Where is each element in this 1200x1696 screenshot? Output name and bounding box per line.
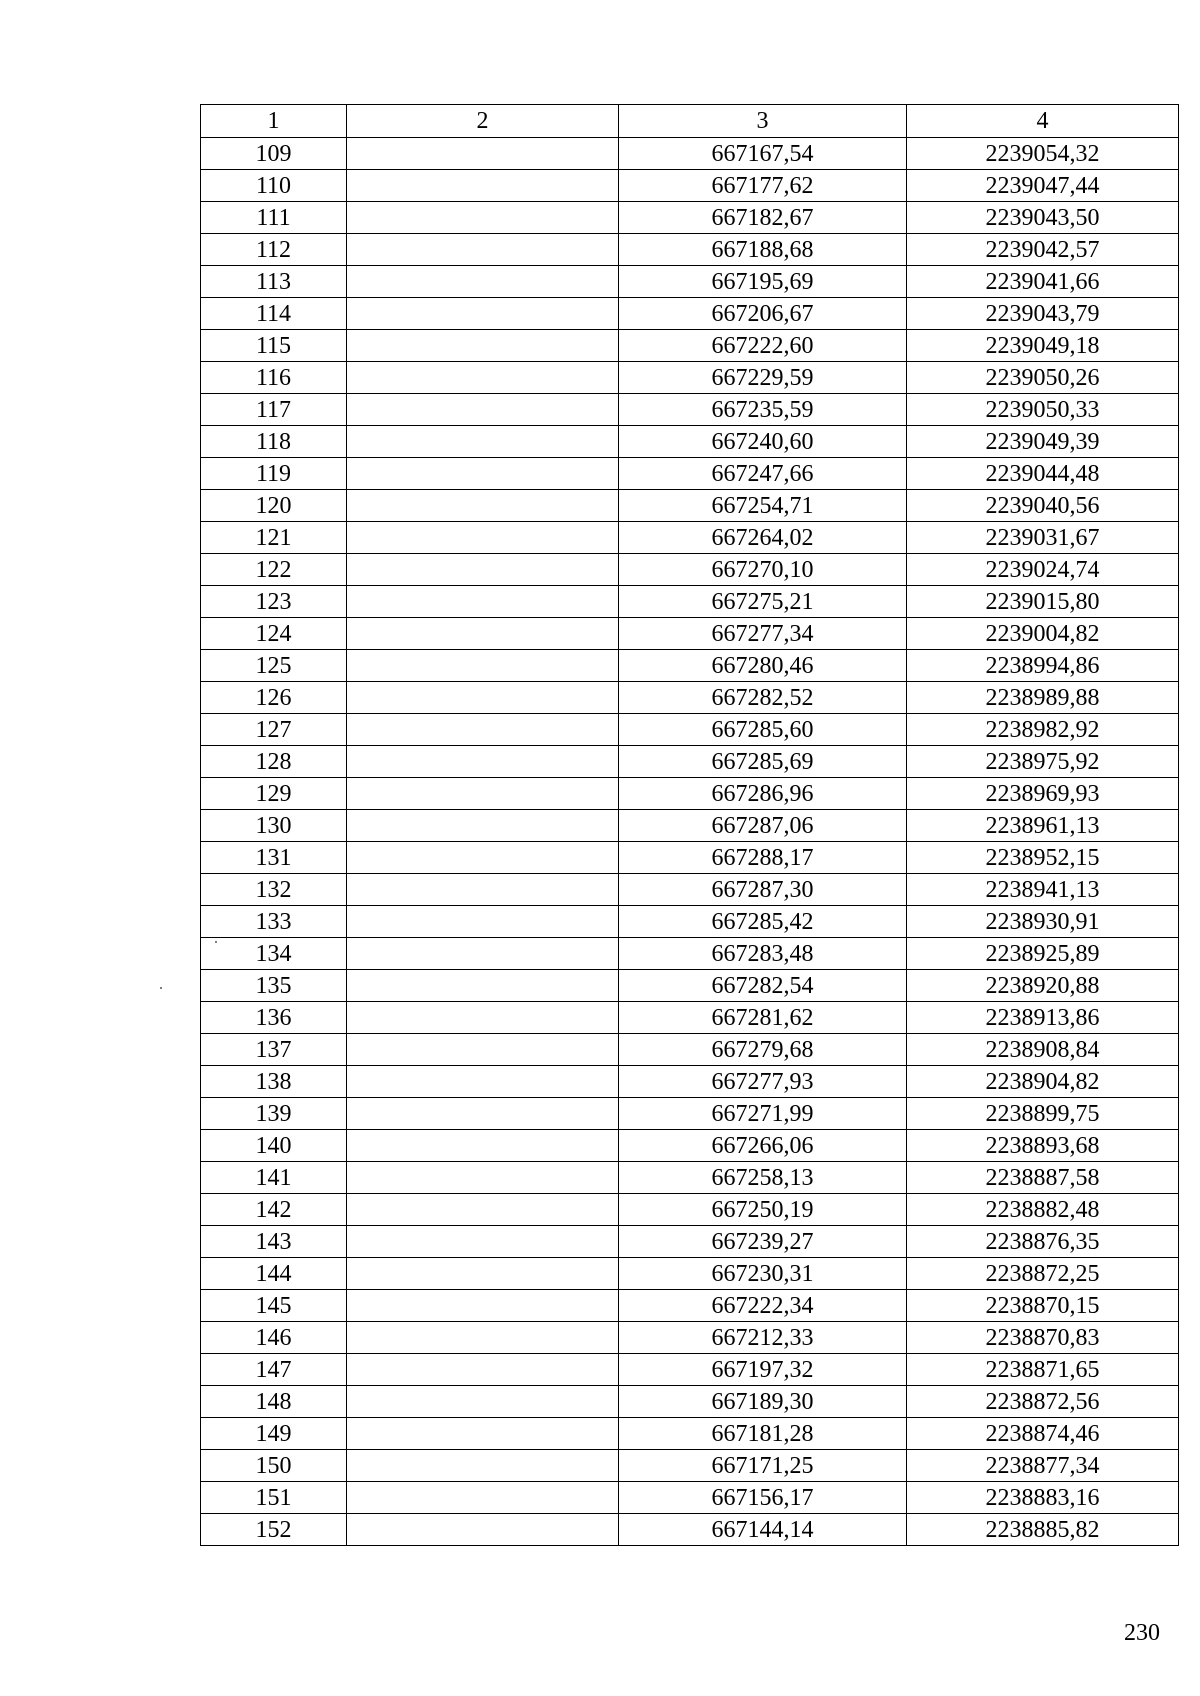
x-coordinate-cell: 667277,93 <box>619 1066 907 1098</box>
point-number-cell: 127 <box>201 714 347 746</box>
description-cell <box>347 1194 619 1226</box>
point-number-cell: 117 <box>201 394 347 426</box>
y-coordinate-cell: 2239024,74 <box>907 554 1179 586</box>
description-cell <box>347 426 619 458</box>
description-cell <box>347 1002 619 1034</box>
y-coordinate-cell: 2239043,50 <box>907 202 1179 234</box>
x-coordinate-cell: 667285,60 <box>619 714 907 746</box>
description-cell <box>347 1418 619 1450</box>
table-row <box>201 714 1179 746</box>
x-coordinate-cell: 667247,66 <box>619 458 907 490</box>
point-number-cell: 148 <box>201 1386 347 1418</box>
point-number-cell: 116 <box>201 362 347 394</box>
x-coordinate-cell: 667144,14 <box>619 1514 907 1546</box>
table-row <box>201 1002 1179 1034</box>
description-cell <box>347 1514 619 1546</box>
description-cell <box>347 1162 619 1194</box>
x-coordinate-cell: 667266,06 <box>619 1130 907 1162</box>
y-coordinate-cell: 2239049,39 <box>907 426 1179 458</box>
point-number-cell: 147 <box>201 1354 347 1386</box>
x-coordinate-cell: 667280,46 <box>619 650 907 682</box>
table-body <box>201 138 1179 1546</box>
description-cell <box>347 746 619 778</box>
point-number-cell: 123 <box>201 586 347 618</box>
table-row <box>201 298 1179 330</box>
table-header <box>201 105 1179 138</box>
x-coordinate-cell: 667212,33 <box>619 1322 907 1354</box>
table-row <box>201 362 1179 394</box>
description-cell <box>347 714 619 746</box>
x-coordinate-cell: 667182,67 <box>619 202 907 234</box>
point-number-cell: 146 <box>201 1322 347 1354</box>
point-number-cell: 124 <box>201 618 347 650</box>
point-number-cell: 109 <box>201 138 347 170</box>
y-coordinate-cell: 2238872,56 <box>907 1386 1179 1418</box>
y-coordinate-cell: 2238908,84 <box>907 1034 1179 1066</box>
header-row <box>201 105 1179 138</box>
point-number-cell: 110 <box>201 170 347 202</box>
point-number-cell: 141 <box>201 1162 347 1194</box>
column-header-4: 4 <box>907 105 1179 138</box>
y-coordinate-cell: 2239044,48 <box>907 458 1179 490</box>
description-cell <box>347 938 619 970</box>
y-coordinate-cell: 2238871,65 <box>907 1354 1179 1386</box>
table-row <box>201 1162 1179 1194</box>
y-coordinate-cell: 2238920,88 <box>907 970 1179 1002</box>
y-coordinate-cell: 2239004,82 <box>907 618 1179 650</box>
description-cell <box>347 682 619 714</box>
table-row <box>201 938 1179 970</box>
point-number-cell: 129 <box>201 778 347 810</box>
point-number-cell: 149 <box>201 1418 347 1450</box>
y-coordinate-cell: 2238952,15 <box>907 842 1179 874</box>
description-cell <box>347 458 619 490</box>
table-row <box>201 426 1179 458</box>
y-coordinate-cell: 2238961,13 <box>907 810 1179 842</box>
description-cell <box>347 778 619 810</box>
coordinates-table <box>200 104 1179 1546</box>
table-row <box>201 682 1179 714</box>
y-coordinate-cell: 2238883,16 <box>907 1482 1179 1514</box>
table-row <box>201 1514 1179 1546</box>
description-cell <box>347 1098 619 1130</box>
table-row <box>201 1354 1179 1386</box>
table-row <box>201 1226 1179 1258</box>
x-coordinate-cell: 667222,60 <box>619 330 907 362</box>
point-number-cell: 128 <box>201 746 347 778</box>
x-coordinate-cell: 667271,99 <box>619 1098 907 1130</box>
column-header-3: 3 <box>619 105 907 138</box>
table-row <box>201 522 1179 554</box>
point-number-cell: 142 <box>201 1194 347 1226</box>
point-number-cell: 118 <box>201 426 347 458</box>
table-row <box>201 1386 1179 1418</box>
y-coordinate-cell: 2238882,48 <box>907 1194 1179 1226</box>
x-coordinate-cell: 667287,30 <box>619 874 907 906</box>
point-number-cell: 143 <box>201 1226 347 1258</box>
table-row <box>201 1418 1179 1450</box>
table-row <box>201 874 1179 906</box>
point-number-cell: 113 <box>201 266 347 298</box>
table-row <box>201 234 1179 266</box>
table-row <box>201 1290 1179 1322</box>
table-row <box>201 1034 1179 1066</box>
x-coordinate-cell: 667288,17 <box>619 842 907 874</box>
x-coordinate-cell: 667195,69 <box>619 266 907 298</box>
description-cell <box>347 202 619 234</box>
y-coordinate-cell: 2239054,32 <box>907 138 1179 170</box>
x-coordinate-cell: 667285,42 <box>619 906 907 938</box>
table-row <box>201 650 1179 682</box>
table-row <box>201 1130 1179 1162</box>
table-row <box>201 746 1179 778</box>
point-number-cell: 122 <box>201 554 347 586</box>
description-cell <box>347 234 619 266</box>
x-coordinate-cell: 667189,30 <box>619 1386 907 1418</box>
y-coordinate-cell: 2238874,46 <box>907 1418 1179 1450</box>
column-header-1: 1 <box>201 105 347 138</box>
x-coordinate-cell: 667188,68 <box>619 234 907 266</box>
description-cell <box>347 394 619 426</box>
description-cell <box>347 874 619 906</box>
y-coordinate-cell: 2238887,58 <box>907 1162 1179 1194</box>
point-number-cell: 114 <box>201 298 347 330</box>
table-row <box>201 170 1179 202</box>
description-cell <box>347 1322 619 1354</box>
x-coordinate-cell: 667285,69 <box>619 746 907 778</box>
point-number-cell: 139 <box>201 1098 347 1130</box>
column-header-2: 2 <box>347 105 619 138</box>
x-coordinate-cell: 667283,48 <box>619 938 907 970</box>
description-cell <box>347 138 619 170</box>
description-cell <box>347 362 619 394</box>
description-cell <box>347 1258 619 1290</box>
description-cell <box>347 810 619 842</box>
description-cell <box>347 170 619 202</box>
point-number-cell: 131 <box>201 842 347 874</box>
x-coordinate-cell: 667270,10 <box>619 554 907 586</box>
description-cell <box>347 842 619 874</box>
point-number-cell: 150 <box>201 1450 347 1482</box>
x-coordinate-cell: 667181,28 <box>619 1418 907 1450</box>
y-coordinate-cell: 2239031,67 <box>907 522 1179 554</box>
table-row <box>201 554 1179 586</box>
point-number-cell: 151 <box>201 1482 347 1514</box>
x-coordinate-cell: 667258,13 <box>619 1162 907 1194</box>
x-coordinate-cell: 667287,06 <box>619 810 907 842</box>
y-coordinate-cell: 2239047,44 <box>907 170 1179 202</box>
description-cell <box>347 1354 619 1386</box>
point-number-cell: 137 <box>201 1034 347 1066</box>
x-coordinate-cell: 667197,32 <box>619 1354 907 1386</box>
description-cell <box>347 1450 619 1482</box>
y-coordinate-cell: 2239040,56 <box>907 490 1179 522</box>
scan-speck <box>215 941 217 943</box>
table-row <box>201 618 1179 650</box>
y-coordinate-cell: 2238941,13 <box>907 874 1179 906</box>
point-number-cell: 140 <box>201 1130 347 1162</box>
description-cell <box>347 650 619 682</box>
description-cell <box>347 906 619 938</box>
x-coordinate-cell: 667167,54 <box>619 138 907 170</box>
y-coordinate-cell: 2238989,88 <box>907 682 1179 714</box>
point-number-cell: 111 <box>201 202 347 234</box>
x-coordinate-cell: 667177,62 <box>619 170 907 202</box>
x-coordinate-cell: 667281,62 <box>619 1002 907 1034</box>
point-number-cell: 125 <box>201 650 347 682</box>
x-coordinate-cell: 667277,34 <box>619 618 907 650</box>
scan-speck <box>160 987 162 989</box>
table-row <box>201 1194 1179 1226</box>
point-number-cell: 120 <box>201 490 347 522</box>
description-cell <box>347 970 619 1002</box>
y-coordinate-cell: 2239043,79 <box>907 298 1179 330</box>
description-cell <box>347 554 619 586</box>
table-row <box>201 842 1179 874</box>
point-number-cell: 152 <box>201 1514 347 1546</box>
table-row <box>201 138 1179 170</box>
x-coordinate-cell: 667235,59 <box>619 394 907 426</box>
description-cell <box>347 522 619 554</box>
y-coordinate-cell: 2238893,68 <box>907 1130 1179 1162</box>
description-cell <box>347 1066 619 1098</box>
y-coordinate-cell: 2238877,34 <box>907 1450 1179 1482</box>
y-coordinate-cell: 2238925,89 <box>907 938 1179 970</box>
point-number-cell: 133 <box>201 906 347 938</box>
table-row <box>201 266 1179 298</box>
x-coordinate-cell: 667240,60 <box>619 426 907 458</box>
table-row <box>201 1450 1179 1482</box>
y-coordinate-cell: 2238930,91 <box>907 906 1179 938</box>
description-cell <box>347 1290 619 1322</box>
y-coordinate-cell: 2238870,15 <box>907 1290 1179 1322</box>
point-number-cell: 136 <box>201 1002 347 1034</box>
point-number-cell: 119 <box>201 458 347 490</box>
table-row <box>201 394 1179 426</box>
point-number-cell: 132 <box>201 874 347 906</box>
x-coordinate-cell: 667254,71 <box>619 490 907 522</box>
table-row <box>201 778 1179 810</box>
x-coordinate-cell: 667229,59 <box>619 362 907 394</box>
y-coordinate-cell: 2238904,82 <box>907 1066 1179 1098</box>
y-coordinate-cell: 2238975,92 <box>907 746 1179 778</box>
x-coordinate-cell: 667222,34 <box>619 1290 907 1322</box>
y-coordinate-cell: 2238982,92 <box>907 714 1179 746</box>
table-row <box>201 458 1179 490</box>
y-coordinate-cell: 2238870,83 <box>907 1322 1179 1354</box>
x-coordinate-cell: 667250,19 <box>619 1194 907 1226</box>
point-number-cell: 112 <box>201 234 347 266</box>
y-coordinate-cell: 2239042,57 <box>907 234 1179 266</box>
x-coordinate-cell: 667282,54 <box>619 970 907 1002</box>
table-row <box>201 330 1179 362</box>
y-coordinate-cell: 2238876,35 <box>907 1226 1179 1258</box>
description-cell <box>347 586 619 618</box>
point-number-cell: 130 <box>201 810 347 842</box>
description-cell <box>347 490 619 522</box>
table-row <box>201 1258 1179 1290</box>
y-coordinate-cell: 2238899,75 <box>907 1098 1179 1130</box>
point-number-cell: 115 <box>201 330 347 362</box>
y-coordinate-cell: 2238969,93 <box>907 778 1179 810</box>
point-number-cell: 145 <box>201 1290 347 1322</box>
x-coordinate-cell: 667230,31 <box>619 1258 907 1290</box>
x-coordinate-cell: 667239,27 <box>619 1226 907 1258</box>
y-coordinate-cell: 2238994,86 <box>907 650 1179 682</box>
description-cell <box>347 618 619 650</box>
description-cell <box>347 266 619 298</box>
point-number-cell: 126 <box>201 682 347 714</box>
x-coordinate-cell: 667264,02 <box>619 522 907 554</box>
table-row <box>201 490 1179 522</box>
point-number-cell: 138 <box>201 1066 347 1098</box>
description-cell <box>347 298 619 330</box>
description-cell <box>347 330 619 362</box>
table-row <box>201 1482 1179 1514</box>
x-coordinate-cell: 667282,52 <box>619 682 907 714</box>
y-coordinate-cell: 2238913,86 <box>907 1002 1179 1034</box>
table-row <box>201 202 1179 234</box>
point-number-cell: 121 <box>201 522 347 554</box>
table-row <box>201 906 1179 938</box>
table-row <box>201 1322 1179 1354</box>
y-coordinate-cell: 2239050,26 <box>907 362 1179 394</box>
page-number: 230 <box>1124 1620 1160 1646</box>
y-coordinate-cell: 2239049,18 <box>907 330 1179 362</box>
x-coordinate-cell: 667275,21 <box>619 586 907 618</box>
point-number-cell: 144 <box>201 1258 347 1290</box>
description-cell <box>347 1226 619 1258</box>
point-number-cell: 135 <box>201 970 347 1002</box>
x-coordinate-cell: 667279,68 <box>619 1034 907 1066</box>
x-coordinate-cell: 667171,25 <box>619 1450 907 1482</box>
y-coordinate-cell: 2239050,33 <box>907 394 1179 426</box>
x-coordinate-cell: 667206,67 <box>619 298 907 330</box>
table-row <box>201 810 1179 842</box>
y-coordinate-cell: 2239041,66 <box>907 266 1179 298</box>
table-row <box>201 586 1179 618</box>
table-row <box>201 1098 1179 1130</box>
table-row <box>201 970 1179 1002</box>
table-row <box>201 1066 1179 1098</box>
x-coordinate-cell: 667156,17 <box>619 1482 907 1514</box>
description-cell <box>347 1130 619 1162</box>
description-cell <box>347 1482 619 1514</box>
y-coordinate-cell: 2238885,82 <box>907 1514 1179 1546</box>
description-cell <box>347 1386 619 1418</box>
y-coordinate-cell: 2238872,25 <box>907 1258 1179 1290</box>
x-coordinate-cell: 667286,96 <box>619 778 907 810</box>
description-cell <box>347 1034 619 1066</box>
point-number-cell: 134 <box>201 938 347 970</box>
y-coordinate-cell: 2239015,80 <box>907 586 1179 618</box>
